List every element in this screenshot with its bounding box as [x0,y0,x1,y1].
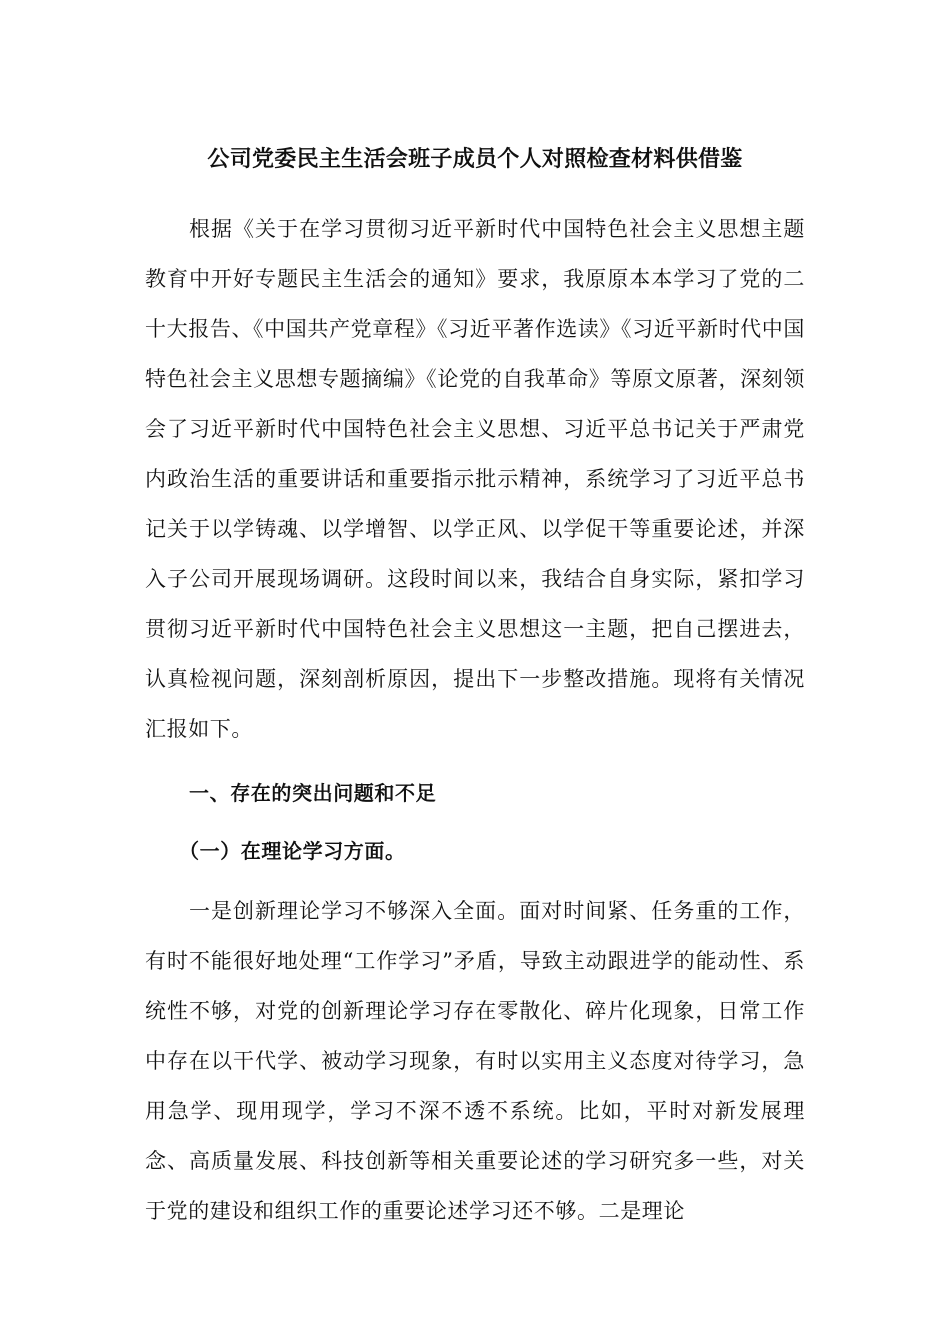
body-paragraph: 一是创新理论学习不够深入全面。面对时间紧、任务重的工作，有时不能很好地处理“工作学习”矛盾，导致主动跟进学的能动性、系统性不够，对党的创新理论学习存在零散化、碎片化现象，日常工作中存在以干代学、被动学习现象，有时以实用主义态度对待学习，急用急学、现用现学，学习不深不透不系统。比如，平时对新发展理念、高质量发展、科技创新等相关重要论述的学习研究多一些，对关于党的建设和组织工作的重要论述学习还不够。二是理论 [145,899,805,1223]
section-heading: 一、存在的突出问题和不足 [189,781,437,805]
intro-paragraph: 根据《关于在学习贯彻习近平新时代中国特色社会主义思想主题教育中开好专题民主生活会的通知》要求，我原原本本学习了党的二十大报告、《中国共产党章程》《习近平著作选读》《习近平新时代中国特色社会主义思想专题摘编》《论党的自我革命》等原文原著，深刻领会了习近平新时代中国特色社会主义思想、习近平总书记关于严肃党内政治生活的重要讲话和重要指示批示精神，系统学习了习近平总书记关于以学铸魂、以学增智、以学正风、以学促干等重要论述，并深入子公司开展现场调研。这段时间以来，我结合自身实际，紧扣学习贯彻习近平新时代中国特色社会主义思想这一主题，把自己摆进去，认真检视问题，深刻剖析原因，提出下一步整改措施。现将有关情况汇报如下。 [145,217,805,741]
document-page [145,140,805,1236]
subsection-heading: （一）在理论学习方面。 [179,839,406,863]
document-title: 公司党委民主生活会班子成员个人对照检查材料供借鉴 [207,147,743,172]
